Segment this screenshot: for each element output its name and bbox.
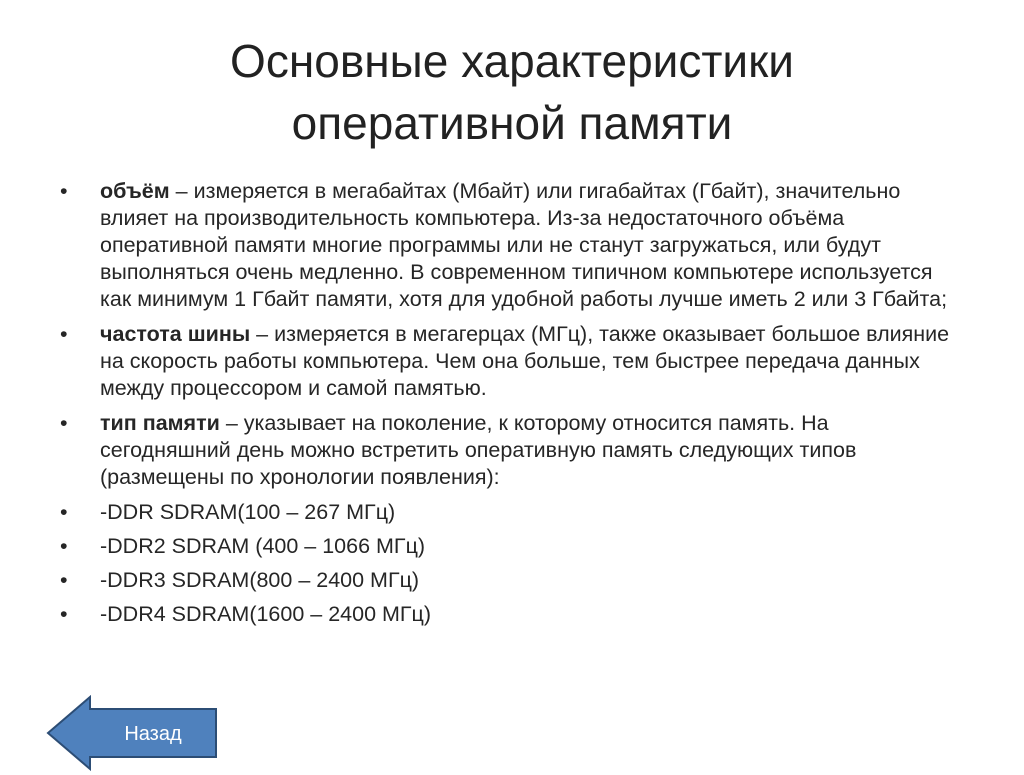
bullet-term: тип памяти [100,411,220,435]
bullet-text: – измеряется в мегабайтах (Мбайт) или гигабайтах (Гбайт), значительно влияет на производительность компьютера. Из-за недостаточного объёма оперативной памяти многие программы или не станут загружаться, или будут выполняться очень медленно. В современном типичном компьютере используется как минимум 1 Гбайт памяти, хотя для удобной работы лучше иметь 2 или 3 Гбайта; [100,179,948,311]
bullet-term: объём [100,179,170,203]
bullet-icon: • [60,411,68,435]
bullet-icon: • [60,322,68,346]
bullet-list [60,178,960,635]
bullet-text: -DDR3 SDRAM(800 – 2400 МГц) [100,568,420,592]
bullet-item-ddr4 [60,601,960,628]
bullet-item-ddr [60,499,960,526]
bullet-icon: • [60,534,68,558]
back-button-label: Назад [124,723,182,745]
slide-title-line-1: Основные характеристики [230,35,794,87]
bullet-item-volume [60,178,960,313]
slide-title-line-2: оперативной памяти [291,97,733,149]
bullet-icon: • [60,179,68,203]
bullet-text: -DDR4 SDRAM(1600 – 2400 МГц) [100,602,432,626]
back-button[interactable] [46,695,218,775]
slide-title [60,30,964,154]
bullet-text: -DDR2 SDRAM (400 – 1066 МГц) [100,534,426,558]
bullet-item-bus-frequency [60,321,960,402]
bullet-icon: • [60,602,68,626]
bullet-term: частота шины [100,322,251,346]
bullet-icon: • [60,568,68,592]
bullet-text: – указывает на поколение, к которому относится память. На сегодняшний день можно встретить оперативную память следующих типов (размещены по хронологии появления): [100,411,857,489]
bullet-item-memory-type [60,410,960,491]
bullet-icon: • [60,500,68,524]
bullet-text: – измеряется в мегагерцах (МГц), также оказывает большое влияние на скорость работы компьютера. Чем она больше, тем быстрее передача данных между процессором и самой памятью. [100,322,950,400]
bullet-item-ddr2 [60,533,960,560]
bullet-text: -DDR SDRAM(100 – 267 МГц) [100,500,396,524]
bullet-item-ddr3 [60,567,960,594]
